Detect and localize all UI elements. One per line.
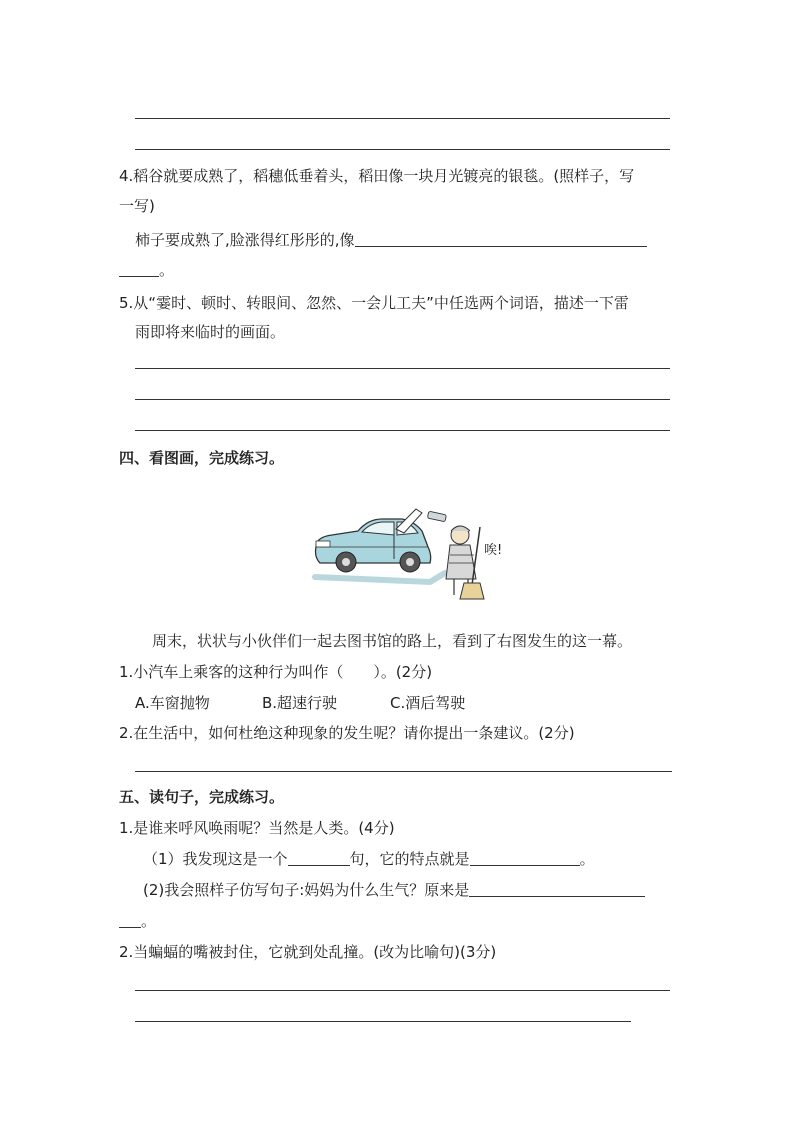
answer-line[interactable] xyxy=(135,990,670,991)
sub1-text-a: （1）我发现这是一个 xyxy=(143,850,288,868)
answer-blank[interactable] xyxy=(119,261,159,277)
answer-line[interactable] xyxy=(135,149,670,150)
illustration-car-litter xyxy=(310,497,515,605)
answer-line[interactable] xyxy=(135,399,670,400)
section5-sub2-continue xyxy=(119,911,156,931)
q5-line2: 雨即将来临时的画面。 xyxy=(135,323,286,341)
sub1-text-b: 句，它的特点就是 xyxy=(349,850,470,868)
section5-title: 五、读句子，完成练习。 xyxy=(119,788,285,806)
answer-line[interactable] xyxy=(135,118,670,119)
answer-line[interactable] xyxy=(135,1021,631,1022)
section4-q1: 1.小汽车上乘客的这种行为叫作（ ）。(2分) xyxy=(119,663,433,681)
sub2-text: (2)我会照样子仿写句子:妈妈为什么生气？原来是 xyxy=(143,881,470,899)
section4-intro: 周末，状状与小伙伴们一起去图书馆的路上，看到了右图发生的这一幕。 xyxy=(152,632,633,650)
answer-line[interactable] xyxy=(135,368,670,369)
section5-q1: 1.是谁来呼风唤雨呢？当然是人类。(4分) xyxy=(119,819,395,837)
q4-prompt xyxy=(135,230,647,250)
section4-q2: 2.在生活中，如何杜绝这种现象的发生呢？请你提出一条建议。(2分) xyxy=(119,724,575,742)
q4-prompt-text: 柿子要成熟了,脸涨得红彤彤的,像 xyxy=(135,231,355,249)
answer-blank[interactable] xyxy=(119,912,141,928)
section5-q2: 2.当蝙蝠的嘴被封住，它就到处乱撞。(改为比喻句)(3分) xyxy=(119,943,497,961)
answer-line[interactable] xyxy=(135,430,670,431)
sub1-text-c: 。 xyxy=(579,850,595,868)
option-a[interactable]: A.车窗抛物 xyxy=(135,694,210,712)
q4-end-mark: 。 xyxy=(159,261,175,279)
answer-blank[interactable] xyxy=(470,850,580,866)
sub2-end-mark: 。 xyxy=(141,912,157,930)
answer-line[interactable] xyxy=(135,771,672,772)
exclamation-text: 唉! xyxy=(484,543,503,558)
answer-blank[interactable] xyxy=(469,881,645,897)
answer-blank[interactable] xyxy=(288,850,350,866)
section4-title: 四、看图画，完成练习。 xyxy=(119,449,285,467)
answer-blank[interactable] xyxy=(355,231,647,247)
q4-line1: 4.稻谷就要成熟了，稻穗低垂着头，稻田像一块月光镀亮的银毯。(照样子，写 xyxy=(119,167,635,185)
option-c[interactable]: C.酒后驾驶 xyxy=(390,694,466,712)
q4-continue xyxy=(119,260,174,280)
section5-sub2 xyxy=(143,880,645,900)
q5-line1: 5.从“霎时、顿时、转眼间、忽然、一会儿工夫”中任选两个词语，描述一下雷 xyxy=(119,294,629,312)
q4-line2: 一写) xyxy=(119,197,155,215)
section5-sub1 xyxy=(143,849,595,869)
option-b[interactable]: B.超速行驶 xyxy=(262,694,338,712)
